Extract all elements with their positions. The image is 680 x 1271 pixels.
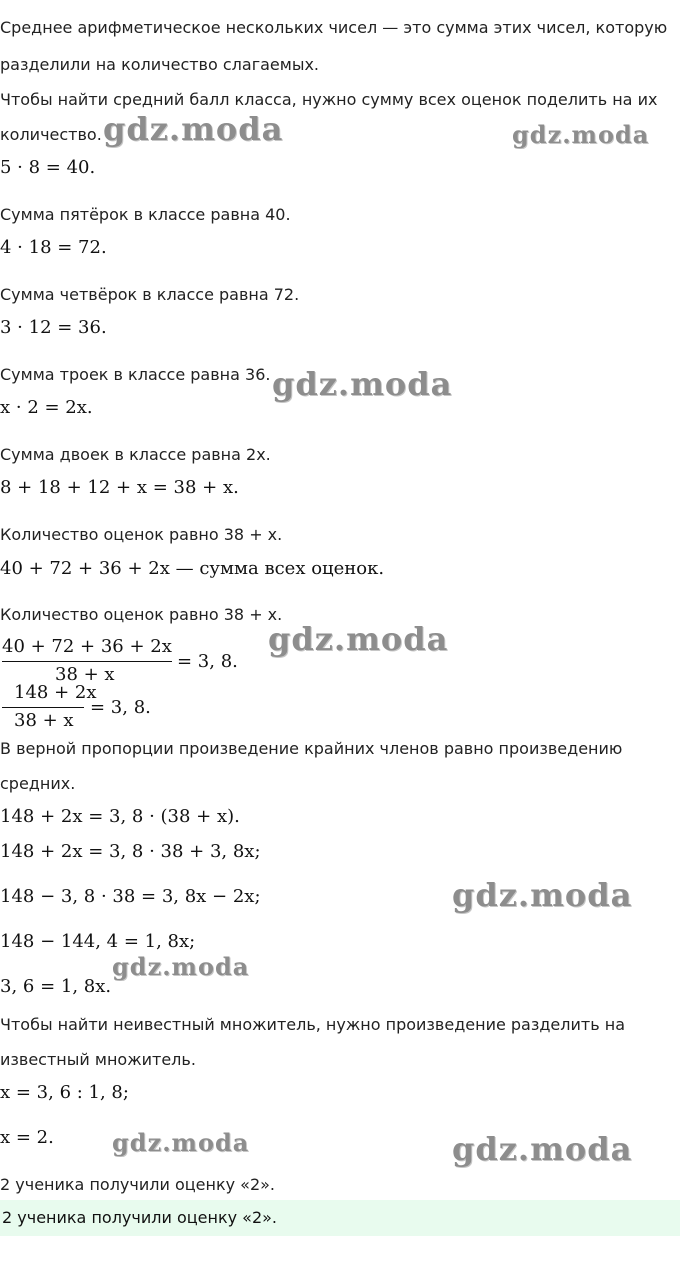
math-line: 3, 6 = 1, 8x. [0, 976, 112, 997]
text-line: известный множитель. [0, 1050, 196, 1069]
text-line: количество. [0, 125, 102, 144]
math-line: 4 · 18 = 72. [0, 237, 107, 258]
fraction-rest: = 3, 8. [90, 697, 151, 718]
text-line: разделили на количество слагаемых. [0, 55, 319, 74]
text-line: Сумма пятёрок в классе равна 40. [0, 205, 291, 224]
watermark-logo: gdz.moda [272, 365, 453, 403]
fraction-rest: = 3, 8. [177, 651, 238, 672]
text-line: Среднее арифметическое нескольких чисел — это сумма этих чисел, которую [0, 18, 668, 37]
fraction-equation [0, 682, 200, 734]
math-line: 3 · 12 = 36. [0, 317, 107, 338]
fraction-equation [0, 636, 260, 688]
math-line: 40 + 72 + 36 + 2x — сумма всех оценок. [0, 558, 385, 579]
text-line: средних. [0, 774, 76, 793]
watermark-logo: gdz.moda [452, 1130, 633, 1168]
math-line: x · 2 = 2x. [0, 397, 93, 418]
math-line: x = 2. [0, 1127, 54, 1148]
math-line: 148 + 2x = 3, 8 · 38 + 3, 8x; [0, 841, 261, 862]
answer-text: 2 ученика получили оценку «2». [2, 1208, 277, 1227]
text-line: Количество оценок равно 38 + x. [0, 525, 283, 544]
text-line: Сумма троек в классе равна 36. [0, 365, 271, 384]
math-line: 8 + 18 + 12 + x = 38 + x. [0, 477, 239, 498]
watermark-logo: gdz.moda [103, 110, 284, 148]
watermark-logo: gdz.moda [268, 620, 449, 658]
fraction-bar [2, 707, 84, 708]
watermark-logo: gdz.moda [112, 952, 250, 981]
watermark-logo: gdz.moda [452, 876, 633, 914]
fraction-numerator: 40 + 72 + 36 + 2x [2, 636, 172, 657]
watermark-logo: gdz.moda [112, 1128, 250, 1157]
fraction-denominator: 38 + x [14, 710, 74, 731]
answer-highlight [0, 1200, 680, 1236]
text-line: Чтобы найти неивестный множитель, нужно произведение разделить на [0, 1015, 625, 1034]
text-line: Чтобы найти средний балл класса, нужно сумму всех оценок поделить на их [0, 90, 658, 109]
math-line: x = 3, 6 : 1, 8; [0, 1082, 129, 1103]
fraction-denominator: 38 + x [55, 664, 115, 685]
math-line: 148 − 144, 4 = 1, 8x; [0, 931, 196, 952]
fraction-numerator: 148 + 2x [14, 682, 97, 703]
math-line: 148 + 2x = 3, 8 · (38 + x). [0, 806, 240, 827]
text-line: Количество оценок равно 38 + x. [0, 605, 283, 624]
text-line: В верной пропорции произведение крайних членов равно произведению [0, 739, 623, 758]
text-line: Сумма четвёрок в классе равна 72. [0, 285, 300, 304]
math-line: 5 · 8 = 40. [0, 157, 96, 178]
text-line: 2 ученика получили оценку «2». [0, 1175, 275, 1194]
fraction-bar [2, 661, 172, 662]
math-line: 148 − 3, 8 · 38 = 3, 8x − 2x; [0, 886, 261, 907]
watermark-logo: gdz.moda [512, 120, 650, 149]
text-line: Сумма двоек в классе равна 2x. [0, 445, 271, 464]
